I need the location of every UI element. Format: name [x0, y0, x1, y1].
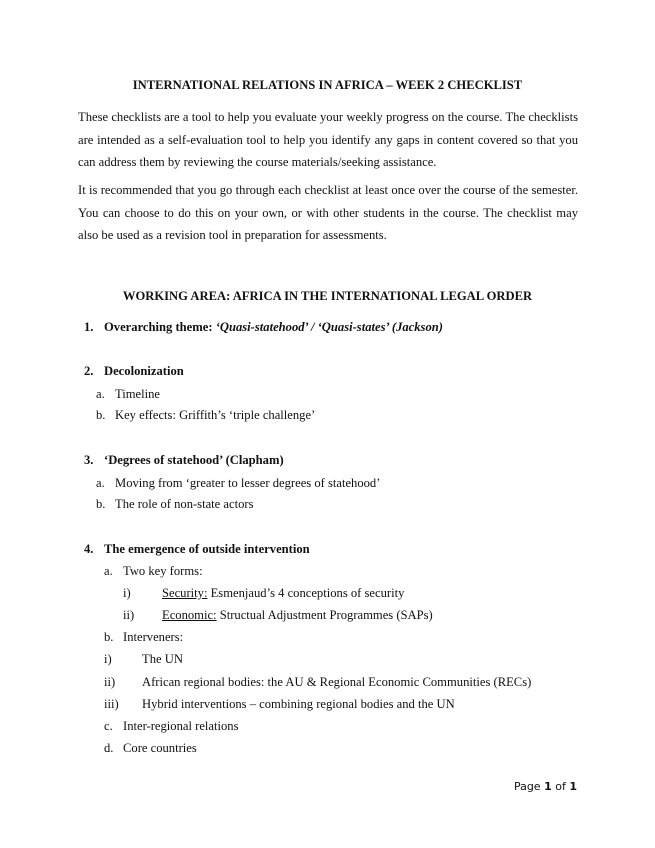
section-4-item-c: Inter-regional relations: [123, 719, 239, 733]
section-1-heading: [104, 320, 443, 335]
form-ii-marker: ii): [123, 608, 135, 622]
form-economic-text: Structual Adjustment Programmes (SAPs): [216, 608, 433, 622]
section-3-item-a: Moving from ‘greater to lesser degrees of statehood’: [115, 476, 381, 490]
section-3-title: ‘Degrees of statehood’ (Clapham): [104, 453, 284, 467]
footer-prefix: Page: [513, 780, 545, 793]
footer-of: of: [551, 780, 570, 793]
intervener-hybrid: Hybrid interventions – combining regional bodies and the UN: [142, 697, 455, 711]
section-4-number: 4.: [84, 542, 94, 556]
working-area-heading: WORKING AREA: AFRICA IN THE INTERNATIONAL LEGAL ORDER: [122, 289, 533, 303]
section-2-item-a: Timeline: [115, 387, 161, 401]
section-2-item-b-marker: b.: [96, 408, 106, 422]
section-3-item-b-marker: b.: [96, 497, 106, 511]
page-title: INTERNATIONAL RELATIONS IN AFRICA – WEEK 2 CHECKLIST: [132, 78, 523, 92]
footer-total: 1: [569, 780, 577, 793]
section-1-number: 1.: [84, 320, 94, 334]
intervener-regional: African regional bodies: the AU & Regional Economic Communities (RECs): [142, 675, 532, 689]
section-2-item-a-marker: a.: [96, 387, 105, 401]
section-4-title: The emergence of outside intervention: [104, 542, 310, 556]
intervener-i-marker: i): [104, 652, 112, 666]
section-3-number: 3.: [84, 453, 94, 467]
intervener-ii-marker: ii): [104, 675, 116, 689]
section-4-item-d: Core countries: [123, 741, 197, 755]
section-2-item-b: Key effects: Griffith’s ‘triple challenge’: [115, 408, 316, 422]
section-4-item-a-marker: a.: [104, 564, 113, 578]
section-4-item-d-marker: d.: [104, 741, 114, 755]
form-economic-label: Economic:: [162, 608, 217, 622]
section-4-item-a: Two key forms:: [123, 564, 203, 578]
form-i-marker: i): [123, 586, 131, 600]
section-2-title: Decolonization: [104, 364, 184, 378]
section-4-item-b-marker: b.: [104, 630, 114, 644]
form-economic: [162, 608, 433, 623]
section-1-title: Overarching theme:: [104, 320, 216, 334]
section-3-item-a-marker: a.: [96, 476, 105, 490]
section-4-item-c-marker: c.: [104, 719, 113, 733]
intervener-iii-marker: iii): [104, 697, 119, 711]
section-1-title-italic: ‘Quasi-statehood’ / ‘Quasi-states’ (Jackson): [215, 320, 443, 334]
footer-page: 1: [544, 780, 552, 793]
intro-paragraph-2: It is recommended that you go through each checklist at least once over the course of the semester. You can choose to do this on your own, or with other students in the course. The checklist may also be used as a revision tool in preparation for assessments.: [78, 183, 578, 242]
section-3-item-b: The role of non-state actors: [115, 497, 254, 511]
intervener-un: The UN: [142, 652, 183, 666]
intro-paragraph-1: These checklists are a tool to help you evaluate your weekly progress on the course. The checklists are intended as a self-evaluation tool to help you identify any gaps in content covered so that you can address them by reviewing the course materials/seeking assistance.: [78, 110, 578, 169]
section-4-item-b: Interveners:: [123, 630, 184, 644]
form-security-text: Esmenjaud’s 4 conceptions of security: [207, 586, 405, 600]
page-number-footer: [514, 780, 577, 793]
form-security: [162, 586, 404, 601]
section-2-number: 2.: [84, 364, 94, 378]
form-security-label: Security:: [162, 586, 208, 600]
